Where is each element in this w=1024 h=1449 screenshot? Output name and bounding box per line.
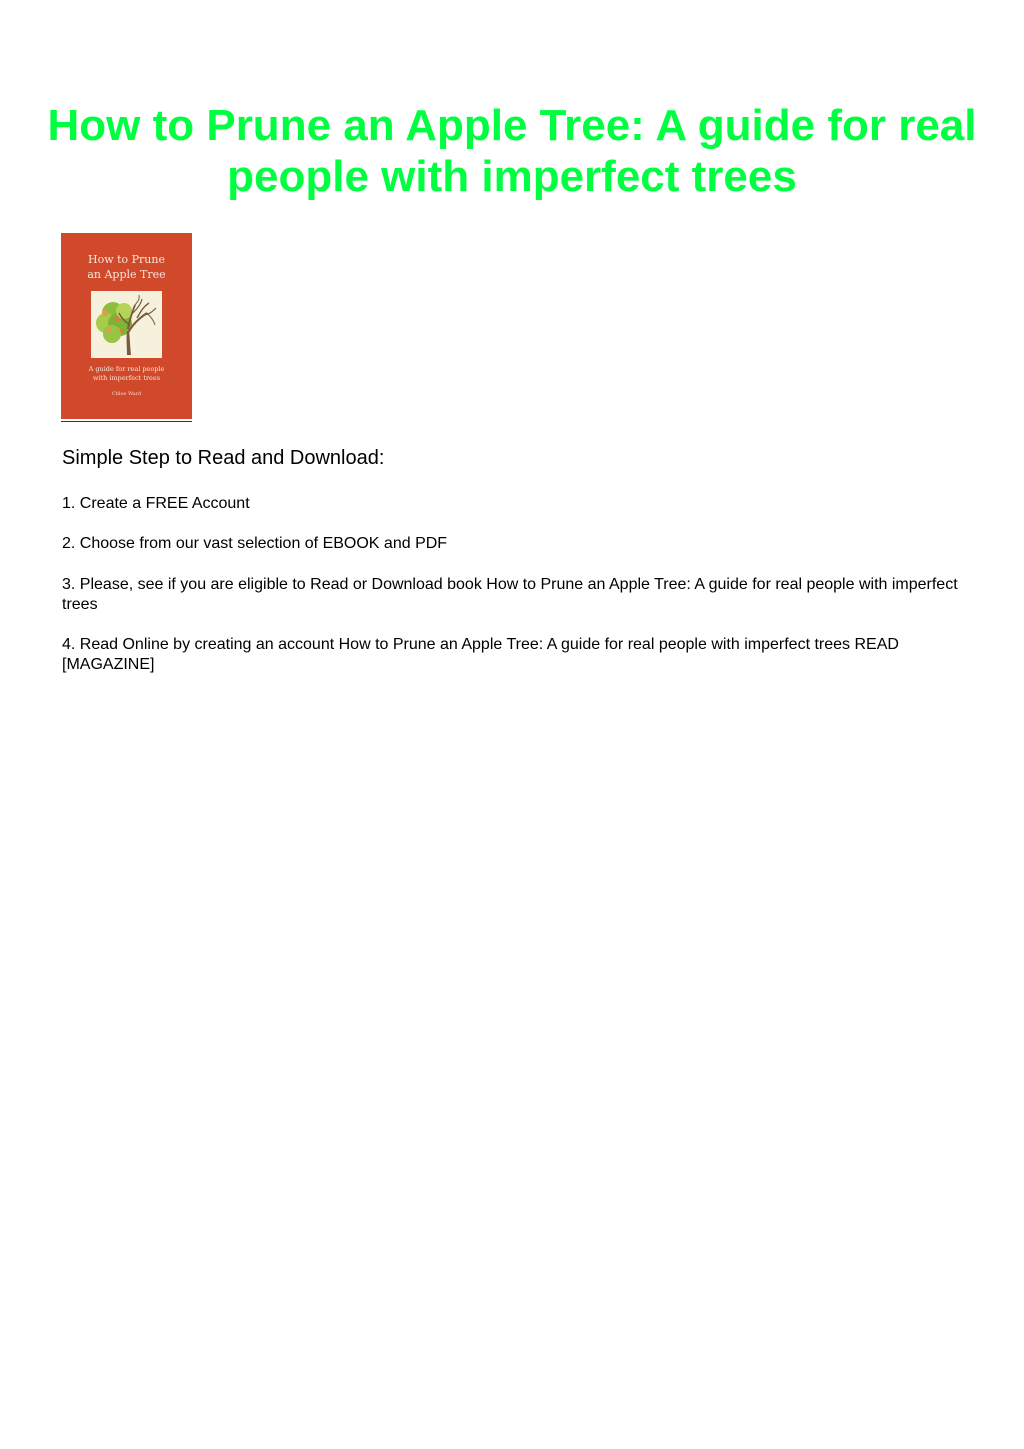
cover-title-line-2: an Apple Tree (87, 268, 166, 281)
tree-illustration-icon (91, 291, 162, 358)
cover-title-line-1: How to Prune (87, 253, 165, 266)
step-3: 3. Please, see if you are eligible to Read or Download book How to Prune an Apple Tree: A guide for real people with imperfect trees (62, 576, 958, 613)
cover-subtitle-line-2: with imperfect trees (92, 374, 161, 382)
cover-subtitle-line-1: A guide for real people (88, 365, 165, 373)
cover-subtitle (61, 365, 192, 383)
book-cover-link[interactable] (61, 233, 192, 422)
book-cover-image (61, 233, 192, 419)
step-4: 4. Read Online by creating an account How to Prune an Apple Tree: A guide for real people with imperfect trees READ [MAGAZINE] (62, 636, 899, 673)
cover-title (61, 252, 192, 282)
steps-heading: Simple Step to Read and Download: (62, 447, 385, 469)
document-title: How to Prune an Apple Tree: A guide for real people with imperfect trees (47, 101, 977, 201)
step-1: 1. Create a FREE Account (62, 495, 250, 512)
cover-author: Chloe Ward (111, 391, 142, 397)
step-2: 2. Choose from our vast selection of EBOOK and PDF (62, 535, 448, 552)
